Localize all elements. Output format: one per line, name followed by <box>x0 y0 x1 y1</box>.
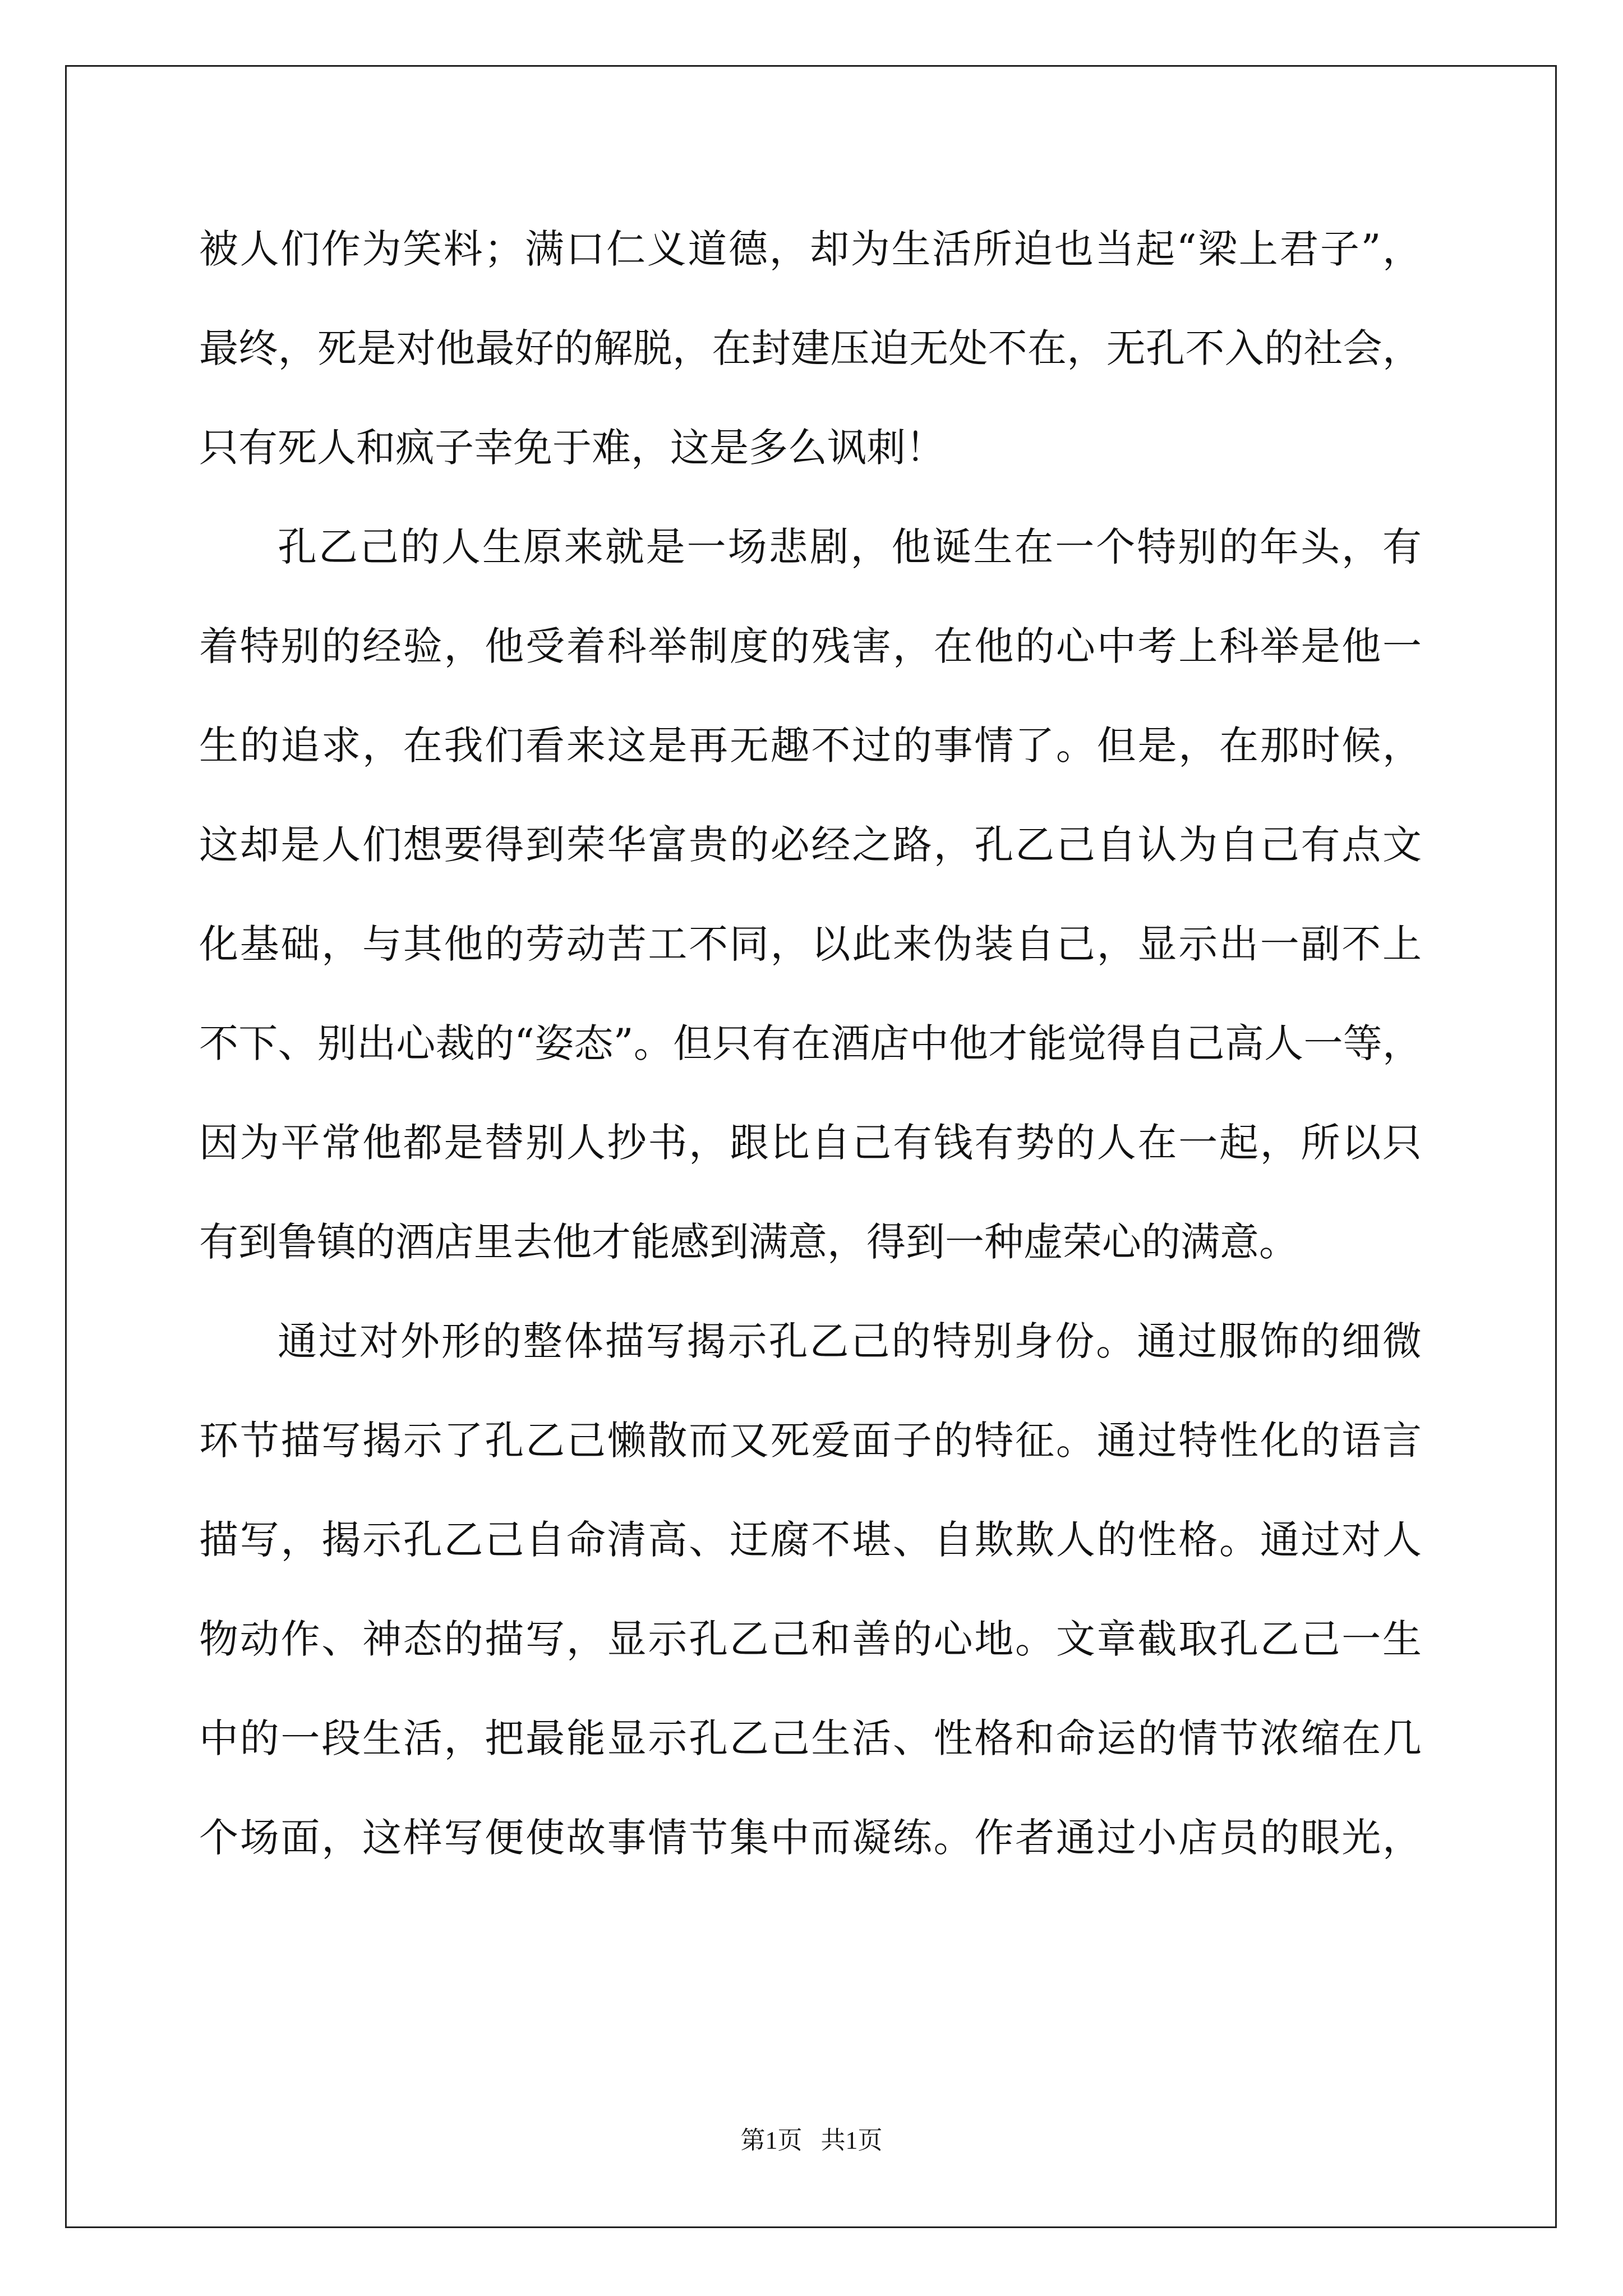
text-line: 孔乙己的人生原来就是一场悲剧，他诞生在一个特别的年头，有 <box>278 524 1422 570</box>
text-line: 化基础，与其他的劳动苦工不同，以此来伪装自己，显示出一副不上 <box>199 921 1422 967</box>
text-line: 不下、别出心裁的“姿态”。但只有在酒店中他才能觉得自己高人一等， <box>199 1020 1422 1066</box>
text-line: 个场面，这样写便使故事情节集中而凝练。作者通过小店员的眼光， <box>199 1815 1422 1861</box>
document-body <box>199 200 1422 1888</box>
text-line: 被人们作为笑料；满口仁义道德，却为生活所迫也当起“梁上君子”， <box>199 226 1422 272</box>
text-line: 最终，死是对他最好的解脱，在封建压迫无处不在，无孔不入的社会， <box>199 325 1422 371</box>
text-line: 只有死人和疯子幸免于难，这是多么讽刺！ <box>199 425 945 471</box>
text-line: 这却是人们想要得到荣华富贵的必经之路，孔乙己自认为自己有点文 <box>199 822 1422 868</box>
text-line: 生的追求，在我们看来这是再无趣不过的事情了。但是，在那时候， <box>199 723 1422 769</box>
text-line: 因为平常他都是替别人抄书，跟比自己有钱有势的人在一起，所以只 <box>199 1120 1422 1166</box>
text-line: 中的一段生活，把最能显示孔乙己生活、性格和命运的情节浓缩在几 <box>199 1715 1422 1761</box>
text-line: 通过对外形的整体描写揭示孔乙己的特别身份。通过服饰的细微 <box>278 1318 1422 1364</box>
page-number-footer: 第1页 共1页 <box>740 2127 883 2154</box>
text-line: 有到鲁镇的酒店里去他才能感到满意，得到一种虚荣心的满意。 <box>199 1219 1298 1265</box>
text-line: 环节描写揭示了孔乙己懒散而又死爱面子的特征。通过特性化的语言 <box>199 1418 1422 1464</box>
text-line: 着特别的经验，他受着科举制度的残害，在他的心中考上科举是他一 <box>199 623 1422 669</box>
text-line: 描写，揭示孔乙己自命清高、迂腐不堪、自欺欺人的性格。通过对人 <box>199 1517 1422 1563</box>
text-line: 物动作、神态的描写，显示孔乙己和善的心地。文章截取孔乙己一生 <box>199 1616 1422 1662</box>
